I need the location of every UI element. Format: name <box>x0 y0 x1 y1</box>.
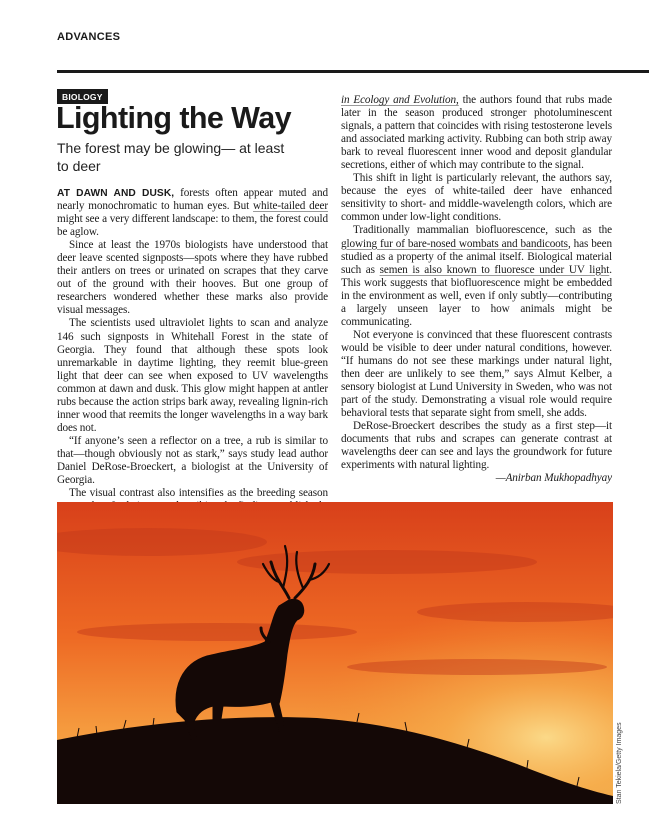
deer-sunset-photo <box>57 502 613 804</box>
paragraph-text: Traditionally mammalian biofluorescence, such as the <box>353 224 612 237</box>
category-tag: BIOLOGY <box>57 89 108 104</box>
link-semen-fluoresce[interactable]: semen is also known to fluoresce under UV light <box>379 263 610 276</box>
link-ecology-and-evolution[interactable]: in Ecology and Evolution, <box>341 94 459 106</box>
link-white-tailed-deer[interactable]: white-tailed deer <box>253 200 329 213</box>
paragraph-2: Since at least the 1970s biologists have understood that deer leave scented signposts—spots where they have rubbed their antlers on trees or urinated on scrapes that they carve out of the ground with their hooves. But one group of researchers wondered whether these marks also provide visual messages. <box>57 239 328 317</box>
article-column-right <box>341 94 612 485</box>
paragraph-5: The visual contrast also intensifies as the breeding season <box>69 487 328 500</box>
paragraph-text: the authors found that rubs made later in the season produced stronger photoluminescent signals, a pattern that coincides with rising testosterone levels and associated marking activity. Rubbing can both strip away bark to reveal fluorescent inner wood and deposit glandular secretions, either of which may contribute to the signal. <box>341 94 612 172</box>
paragraph-7: This shift in light is particularly relevant, the authors say, because the eyes of white-tailed deer have enhanced sensitivity to short- and middle-wavelength colors, which are common under low-light conditions. <box>341 172 612 224</box>
paragraph-9: Not everyone is convinced that these fluorescent contrasts would be visible to deer under natural conditions, however. “If humans do not see these markings under natural light, then deer are unlikely to see them,” says Almut Kelber, a sensory biologist at Lund University in Sweden, who was not part of the study. Demonstrating a visual role would require behavioral tests that separate sight from smell, she adds. <box>341 328 612 420</box>
photo-credit: Stan Tekiela/Getty Images <box>616 722 623 804</box>
paragraph-text: , has been studied as a property of the animal itself. Biological material such as <box>341 237 612 276</box>
paragraph-3: The scientists used ultraviolet lights to scan and analyze 146 such signposts in Whitehall Forest in the state of Georgia. They found that although these spots look unremarkable in daytime lighting, they reemit blue-green light that deer can see when exposed to UV wavelengths common at dawn and dusk. This glow might happen at antler rubs because the action strips bark away, revealing lignin-rich inner wood that reemits the longer wavelengths in a way bark does not. <box>57 317 328 434</box>
paragraph-10: DeRose-Broeckert describes the study as a first step—it documents that rubs and scrapes can generate contrast at wavelengths deer can see and lays the groundwork for future experiments with natural lighting. <box>341 420 612 472</box>
paragraph-text: . This work suggests that biofluorescence might be embedded in the environment as well, even if only subtly—contributing a largely unseen layer to how animals might be communicating. <box>341 263 612 328</box>
lead-in: AT DAWN AND DUSK, <box>57 188 175 199</box>
paragraph-1 <box>57 187 328 239</box>
paragraph-text: forests often appear muted and nearly monochromatic to human eyes. But <box>57 187 329 213</box>
photo-illustration <box>57 502 613 804</box>
paragraph-4: “If anyone’s seen a reflector on a tree, a rub is similar to that—though obviously not as stark,” says study lead author Daniel DeRose-Broeckert, a biologist at the University of Georgia. <box>57 434 328 487</box>
article-column-left <box>57 187 328 513</box>
author-byline: —Anirban Mukhopadhyay <box>495 472 612 485</box>
link-wombats-bandicoots[interactable]: glowing fur of bare-nosed wombats and bandicoots <box>341 237 568 250</box>
top-rule <box>57 70 649 73</box>
paragraph-8 <box>341 224 612 328</box>
paragraph-text: might see a very different landscape: to them, the forest could be aglow. <box>57 213 328 239</box>
section-label: ADVANCES <box>57 31 121 43</box>
paragraph-6 <box>341 94 612 172</box>
article-headline: Lighting the Way <box>56 101 291 135</box>
article-deck: The forest may be glowing— at least to deer <box>57 140 285 174</box>
